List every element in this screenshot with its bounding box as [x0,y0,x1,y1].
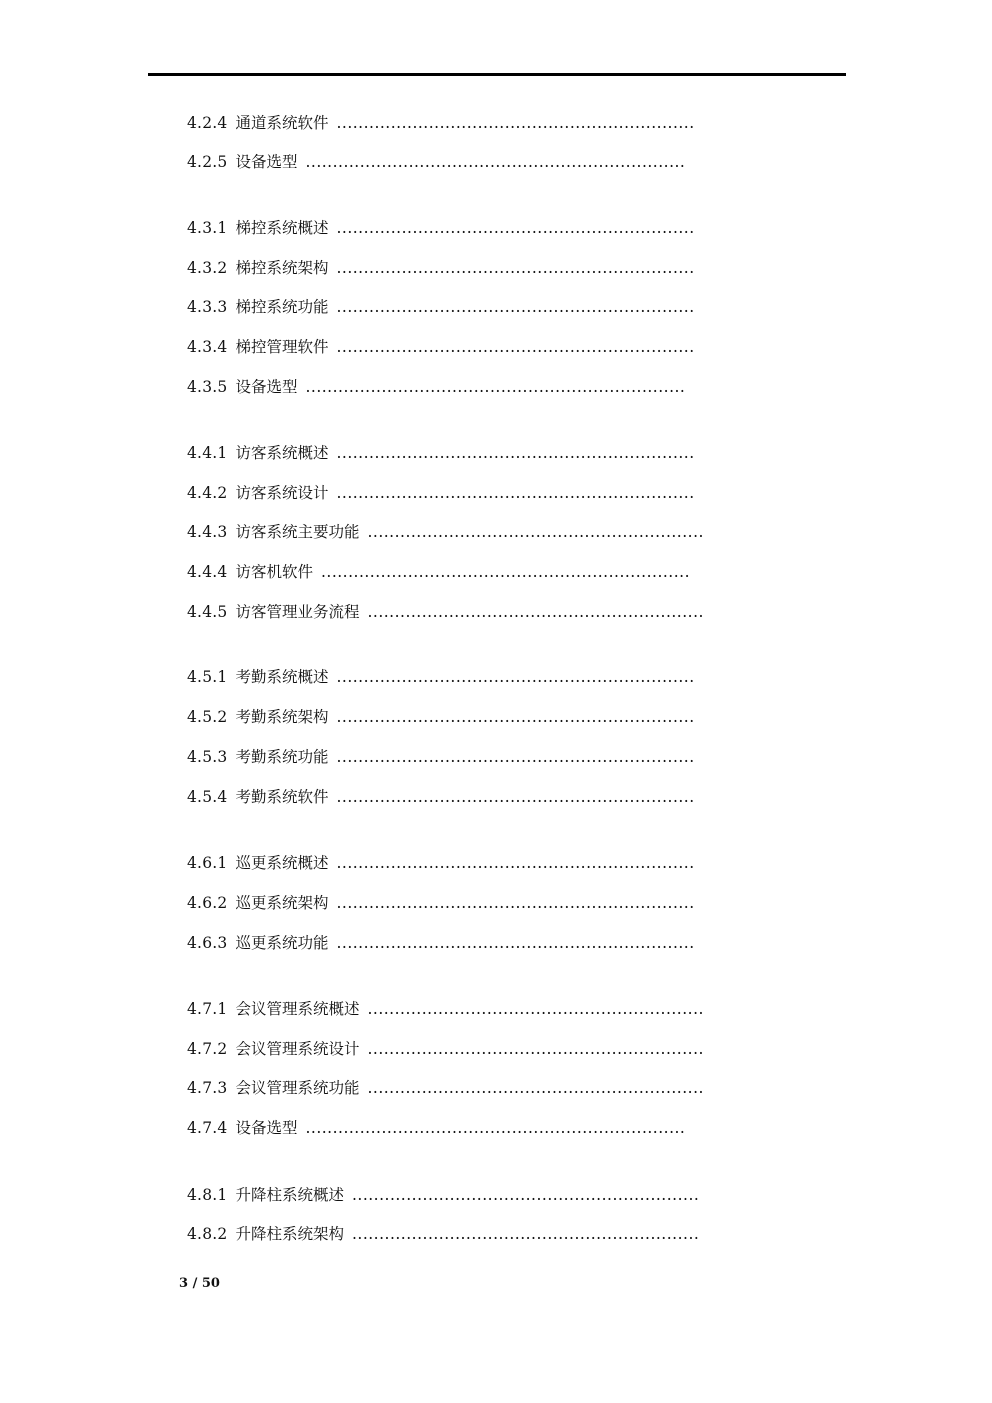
entry-number: 4.7.1 [187,1000,228,1018]
entry-number: 4.4.4 [187,563,228,581]
dot-leader: .............................................................. [367,1040,704,1058]
dot-leader: .................................................................... [320,563,691,581]
dot-leader: .............................................................. [367,1079,704,1097]
entry-number: 4.5.2 [187,708,228,726]
dot-leader: .............................................................. [367,1000,704,1018]
entry-number: 4.3.1 [187,219,228,237]
toc-subentry[interactable] [187,1224,699,1244]
entry-title: 访客系统设计 [235,484,329,502]
entry-number: 4.4.5 [187,603,228,621]
entry-number: 4.3.3 [187,298,228,316]
dot-leader: .................................................................. [336,338,695,356]
dot-leader: .............................................................. [367,603,704,621]
toc-subentry[interactable] [187,787,695,807]
entry-title: 设备选型 [235,1119,298,1137]
entry-title: 梯控管理软件 [235,338,329,356]
entry-number: 4.2.5 [187,153,228,171]
toc-subentry[interactable] [187,747,695,767]
dot-leader: ................................................................ [351,1186,700,1204]
toc-subentry[interactable] [187,483,695,503]
dot-leader: .................................................................. [336,114,695,132]
entry-number: 4.8.2 [187,1225,228,1243]
entry-title: 梯控系统功能 [235,298,329,316]
entry-title: 梯控系统架构 [235,259,329,277]
entry-title: 考勤系统概述 [235,668,329,686]
toc-subentry[interactable] [187,337,695,357]
dot-leader: .................................................................. [336,484,695,502]
entry-number: 4.7.3 [187,1079,228,1097]
dot-leader: .............................................................. [367,523,704,541]
toc-subentry[interactable] [187,1185,699,1205]
toc-subentry[interactable] [187,853,695,873]
dot-leader: .................................................................. [336,934,695,952]
dot-leader: .................................................................. [336,219,695,237]
entry-title: 访客系统主要功能 [235,523,360,541]
toc-subentry[interactable] [187,218,695,238]
toc-subentry[interactable] [187,602,704,622]
entry-title: 考勤系统软件 [235,788,329,806]
entry-title: 访客机软件 [235,563,313,581]
entry-title: 会议管理系统功能 [235,1079,360,1097]
entry-number: 4.6.2 [187,894,228,912]
dot-leader: .................................................................. [336,668,695,686]
toc-subentry[interactable] [187,933,695,953]
entry-number: 4.7.2 [187,1040,228,1058]
entry-number: 4.4.2 [187,484,228,502]
entry-title: 会议管理系统概述 [235,1000,360,1018]
entry-number: 4.5.4 [187,788,228,806]
toc-subentry[interactable] [187,562,690,582]
toc-subentry[interactable] [187,297,695,317]
dot-leader: .................................................................. [336,259,695,277]
dot-leader: .................................................................. [336,854,695,872]
entry-title: 会议管理系统设计 [235,1040,360,1058]
dot-leader: .................................................................. [336,788,695,806]
entry-number: 4.7.4 [187,1119,228,1137]
toc-subentry[interactable] [187,667,695,687]
toc-subentry[interactable] [187,707,695,727]
dot-leader: .................................................................. [336,894,695,912]
entry-title: 升降柱系统概述 [235,1186,344,1204]
page-number: 3 / 50 [179,1276,220,1291]
entry-number: 4.3.4 [187,338,228,356]
entry-number: 4.4.1 [187,444,228,462]
dot-leader: ...................................................................... [305,1119,686,1137]
entry-number: 4.3.5 [187,378,228,396]
entry-title: 访客系统概述 [235,444,329,462]
dot-leader: .................................................................. [336,298,695,316]
entry-title: 梯控系统概述 [235,219,329,237]
entry-number: 4.8.1 [187,1186,228,1204]
toc-subentry[interactable] [187,443,695,463]
toc-subentry[interactable] [187,522,704,542]
entry-title: 巡更系统架构 [235,894,329,912]
entry-number: 4.4.3 [187,523,228,541]
entry-title: 设备选型 [235,153,298,171]
entry-title: 设备选型 [235,378,298,396]
entry-title: 巡更系统功能 [235,934,329,952]
entry-title: 访客管理业务流程 [235,603,360,621]
toc-subentry[interactable] [187,1039,704,1059]
entry-title: 巡更系统概述 [235,854,329,872]
toc-subentry[interactable] [187,258,695,278]
toc-subentry[interactable] [187,893,695,913]
dot-leader: .................................................................. [336,708,695,726]
dot-leader: ................................................................ [351,1225,700,1243]
toc-subentry[interactable] [187,1118,685,1138]
toc-subentry[interactable] [187,1078,704,1098]
toc-subentry[interactable] [187,113,695,133]
entry-title: 升降柱系统架构 [235,1225,344,1243]
dot-leader: .................................................................. [336,748,695,766]
entry-number: 4.6.1 [187,854,228,872]
entry-number: 4.6.3 [187,934,228,952]
entry-number: 4.5.3 [187,748,228,766]
entry-number: 4.2.4 [187,114,228,132]
entry-title: 通道系统软件 [235,114,329,132]
dot-leader: ...................................................................... [305,378,686,396]
toc-subentry[interactable] [187,377,685,397]
entry-number: 4.3.2 [187,259,228,277]
entry-title: 考勤系统功能 [235,748,329,766]
dot-leader: ...................................................................... [305,153,686,171]
entry-title: 考勤系统架构 [235,708,329,726]
toc-subentry[interactable] [187,999,704,1019]
toc-subentry[interactable] [187,152,685,172]
dot-leader: .................................................................. [336,444,695,462]
entry-number: 4.5.1 [187,668,228,686]
